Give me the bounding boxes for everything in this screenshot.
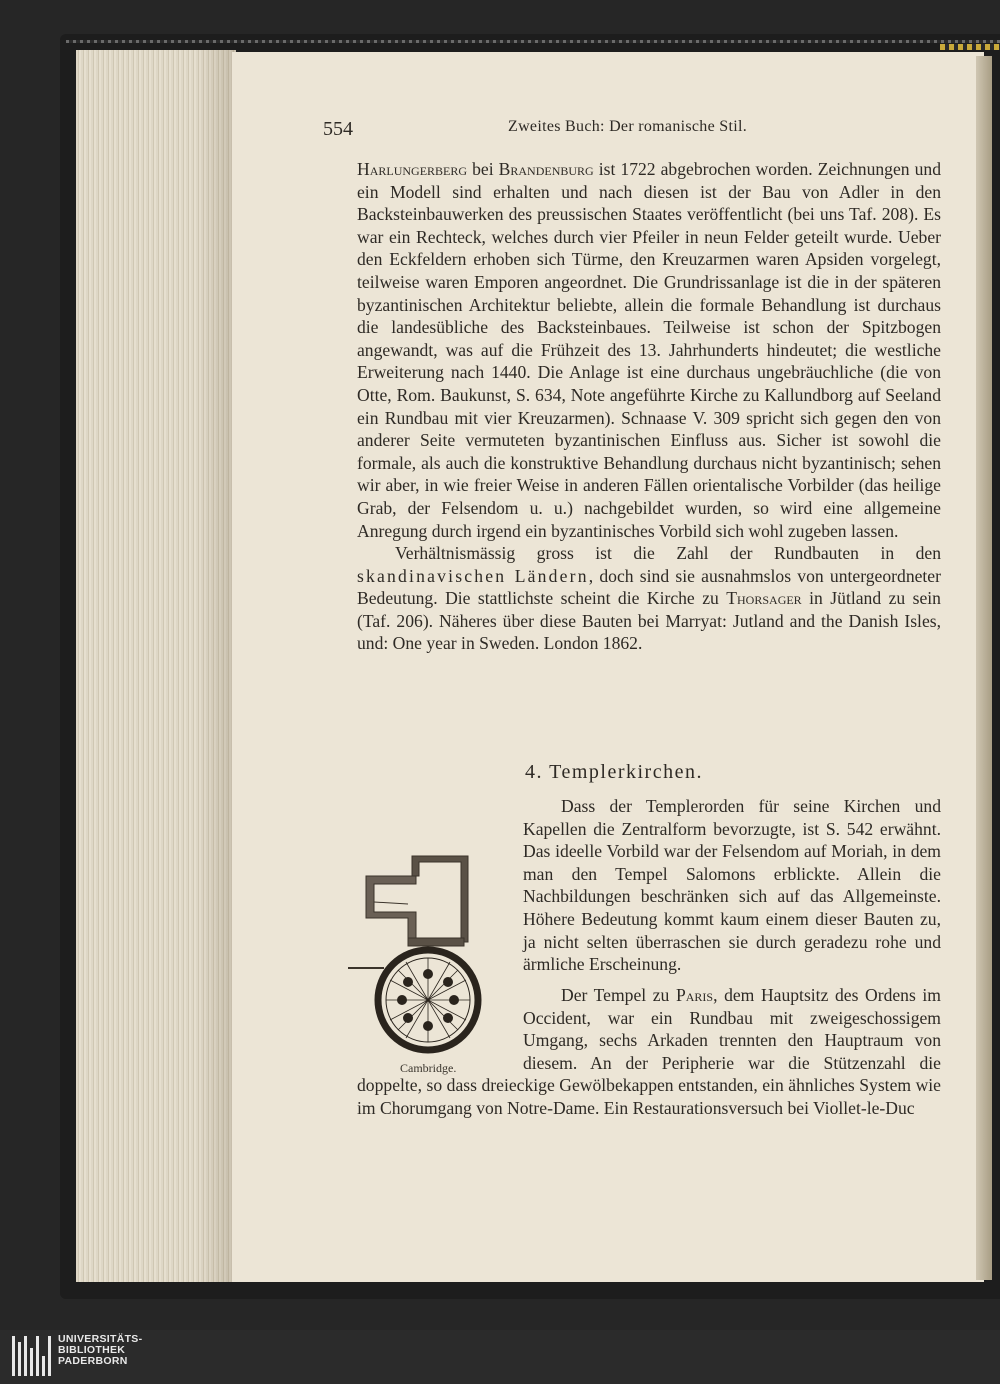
paragraph-1 xyxy=(357,158,941,542)
section-heading: 4. Templerkirchen. xyxy=(525,761,703,783)
text-run: Der Tempel zu xyxy=(561,985,676,1005)
text-run: in Jütland zu sein (Taf. 206). Näheres über diese Bauten bei Marryat: Jutland and the Danish Isles, und: One year in Sweden. London 1862. xyxy=(357,588,941,654)
text-wrap-spacer xyxy=(357,984,521,1074)
text-run: Verhältnismässig gross ist die Zahl der Rundbauten in den xyxy=(395,543,941,564)
page-number: 554 xyxy=(323,118,353,140)
logo-line: BIBLIOTHEK xyxy=(58,1344,126,1356)
text-run: , doch sind sie ausnahmslos von untergeordneter Bedeutung. Die stattlichste scheint die Kirche zu xyxy=(357,565,941,609)
page-gutter xyxy=(976,56,992,1280)
body-text-paris xyxy=(357,984,941,1120)
place-name: Thorsager xyxy=(726,588,802,609)
library-logo-icon xyxy=(12,1336,52,1376)
running-title: Zweites Buch: Der romanische Stil. xyxy=(508,118,748,135)
text-run: , dem Hauptsitz des Ordens im Occident, war ein Rundbau mit zweigeschossigem Umgang, sechs Arkaden trennten den Hauptraum von diesem. An der Peripherie war die Stützenzahl die doppelte, so dass dreieckige Gewölbekappen entstanden, ein ähnliches System wie im Chorumgang von Notre-Dame. Ein Restaurationsversuch bei Viollet-le-Duc xyxy=(357,985,941,1118)
text-run: bei xyxy=(467,159,499,179)
logo-line: PADERBORN xyxy=(58,1355,128,1367)
place-name: Brandenburg xyxy=(498,159,594,179)
cover-edge xyxy=(66,40,1000,43)
spaced-term: skandinavischen Ländern xyxy=(357,565,589,586)
paragraph-2 xyxy=(357,542,941,655)
place-name: Paris xyxy=(675,985,714,1005)
text-run: ist 1722 abgebrochen worden. Zeichnungen und ein Modell sind erhalten und nach diesen ist der Bau von Adler in den Backsteinbauwerken des preussischen Staates veröffentlicht (bei uns Taf. 208). Es war ein Rechteck, welches durch vier Pfeiler in neun Felder geteilt wurde. Ueber den Eckfeldern erhoben sich Türme, den Kreuzarmen waren Apsiden vorgelegt, teilweise waren Emporen angeordnet. Die Grundrissanlage ist die in der späteren byzantinischen Architektur beliebte, allein die formale Behandlung ist durchaus die landesübliche des Backsteinbaues. Teilweise ist schon der Spitzbogen angewandt, was auf die Frühzeit des 13. Jahrhunderts hindeutet; die westliche Erweiterung nach 1440. Die Anlage ist eine durchaus ungebräuchliche (die von Otte, Rom. Baukunst, S. 634, Note angeführte Kirche zu Kallundborg auf Seeland ein Rundbau mit vier Kreuzarmen). Schnaase V. 309 spricht sich gegen den von anderer Seite vermuteten byzantinischen Einfluss aus. Sicher ist sowohl die formale, als auch die konstruktive Behandlung durchaus nicht byzantinisch; sehen wir aber, in wie freier Weise in anderen Fällen orientalische Vorbilder (das heilige Grab, der Felsendom u. u.) nachgebildet wurden, so wird eine allgemeine Anregung durch irgend ein byzantinisches Vorbild sich wohl zugeben lassen. xyxy=(357,159,941,541)
page-fore-edge-shadow xyxy=(196,50,236,1282)
logo-line: UNIVERSITÄTS- xyxy=(58,1333,143,1345)
figure-caption: Cambridge. xyxy=(400,1061,457,1075)
paragraph-3: Dass der Templerorden für seine Kirchen und Kapellen die Zentralform bevorzugte, ist S. 542 erwähnt. Das ideelle Vorbild war der Felsendom auf Moriah, in dem man den Tempel Salomons erblickte. Allein die Nachbildungen beschränken sich auf das Allgemeinste. Höhere Bedeutung kommt kaum einem dieser Bauten zu, ja nicht selten überraschen sie durch geradezu rohe und ärmliche Erscheinung. xyxy=(523,796,941,975)
place-name: Harlungerberg xyxy=(357,159,468,179)
library-logo-text xyxy=(58,1334,142,1367)
body-text xyxy=(357,158,941,655)
gilt-edge xyxy=(940,44,1000,50)
